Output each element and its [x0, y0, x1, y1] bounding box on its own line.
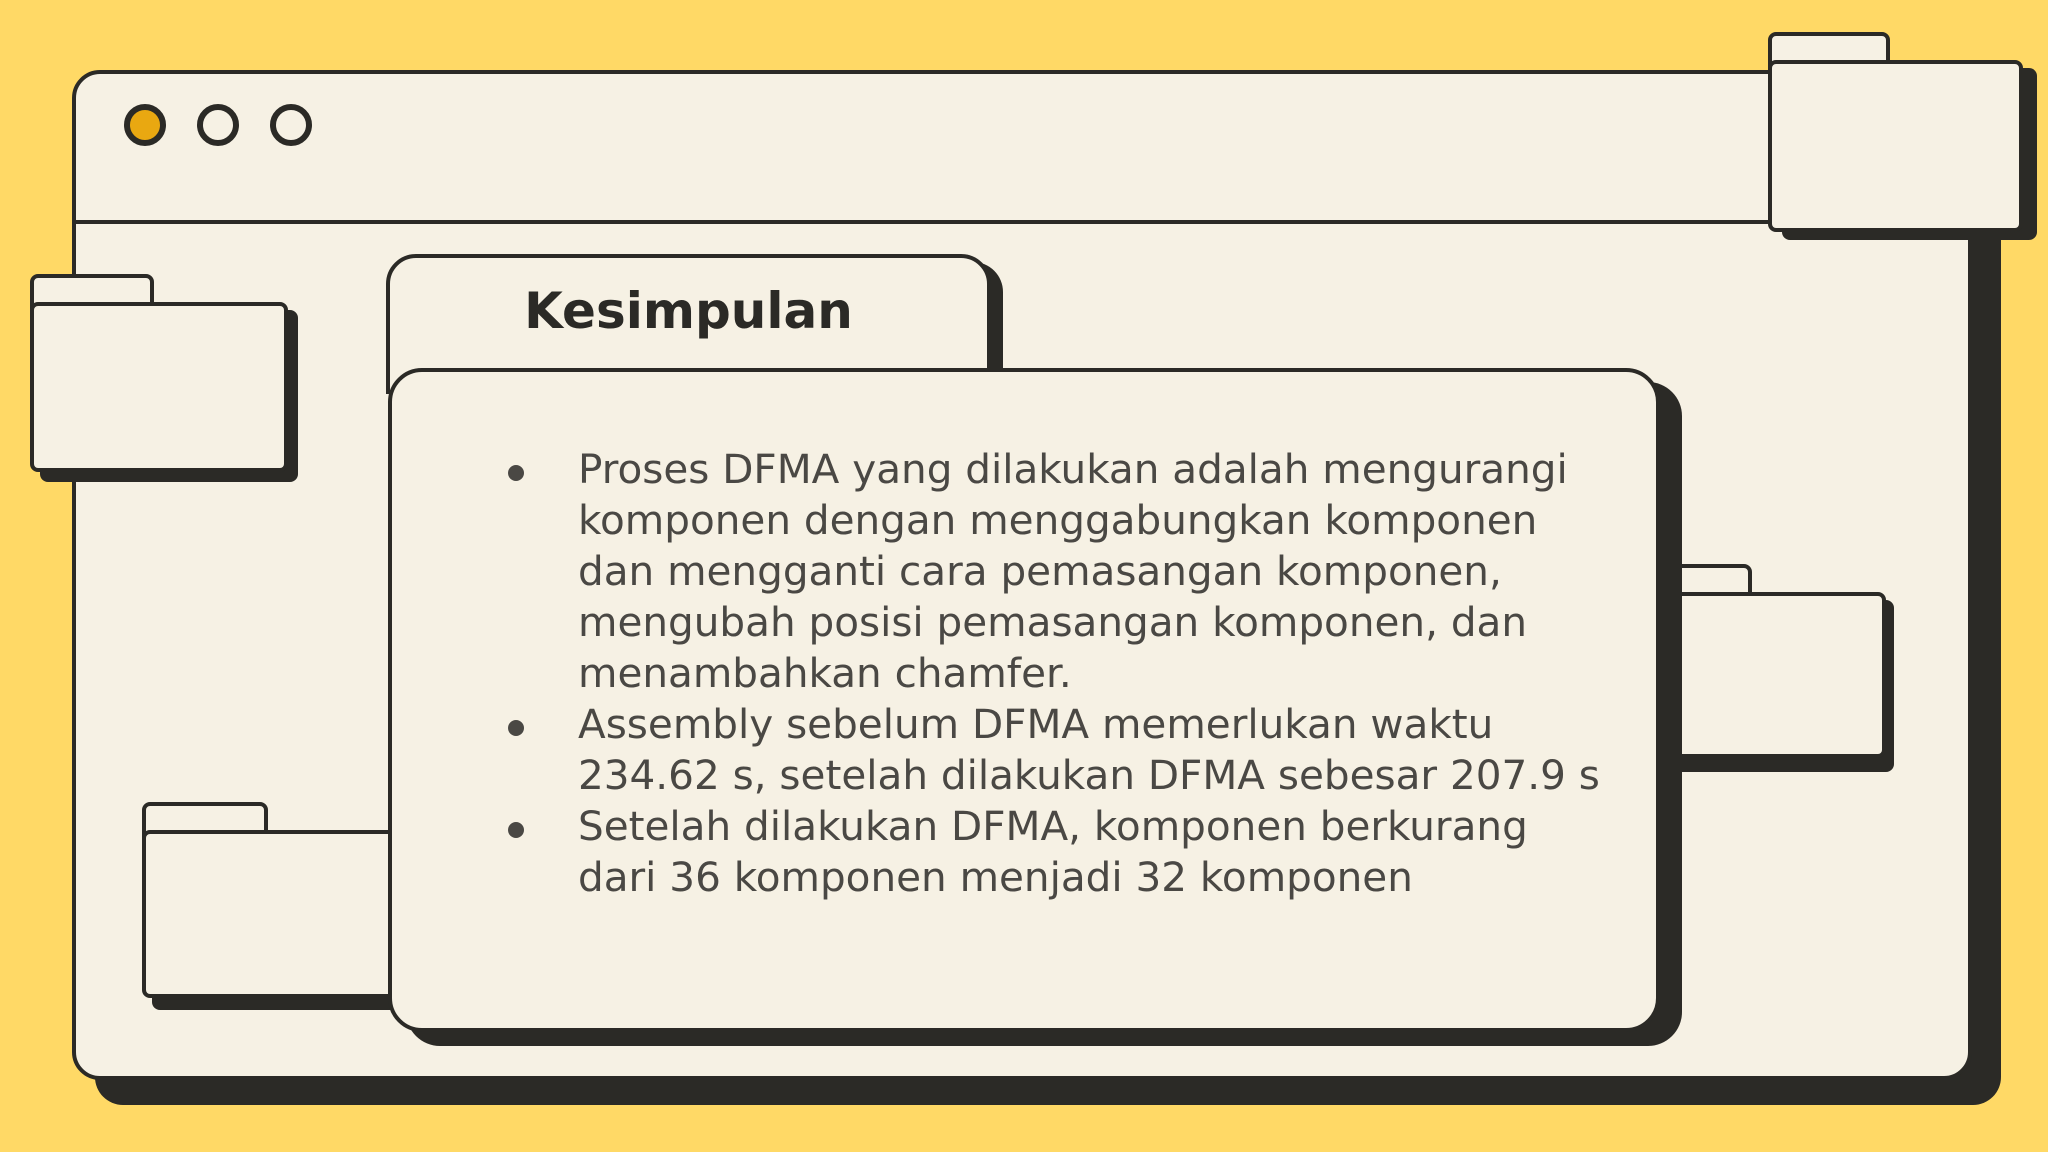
list-item: Assembly sebelum DFMA memerlukan waktu 234.62 s, setelah dilakukan DFMA sebesar 207.9 s: [500, 699, 1600, 801]
conclusion-list: [500, 444, 1600, 903]
maximize-dot-icon[interactable]: [270, 104, 312, 146]
close-dot-icon[interactable]: [124, 104, 166, 146]
title-bar-divider: [72, 220, 1972, 224]
list-item: Setelah dilakukan DFMA, komponen berkurang dari 36 komponen menjadi 32 komponen: [500, 801, 1600, 903]
list-item: Proses DFMA yang dilakukan adalah mengurangi komponen dengan menggabungkan komponen dan mengganti cara pemasangan komponen, mengubah posisi pemasangan komponen, dan menambahkan chamfer.: [500, 444, 1600, 699]
minimize-dot-icon[interactable]: [197, 104, 239, 146]
page-title: Kesimpulan: [524, 282, 853, 340]
